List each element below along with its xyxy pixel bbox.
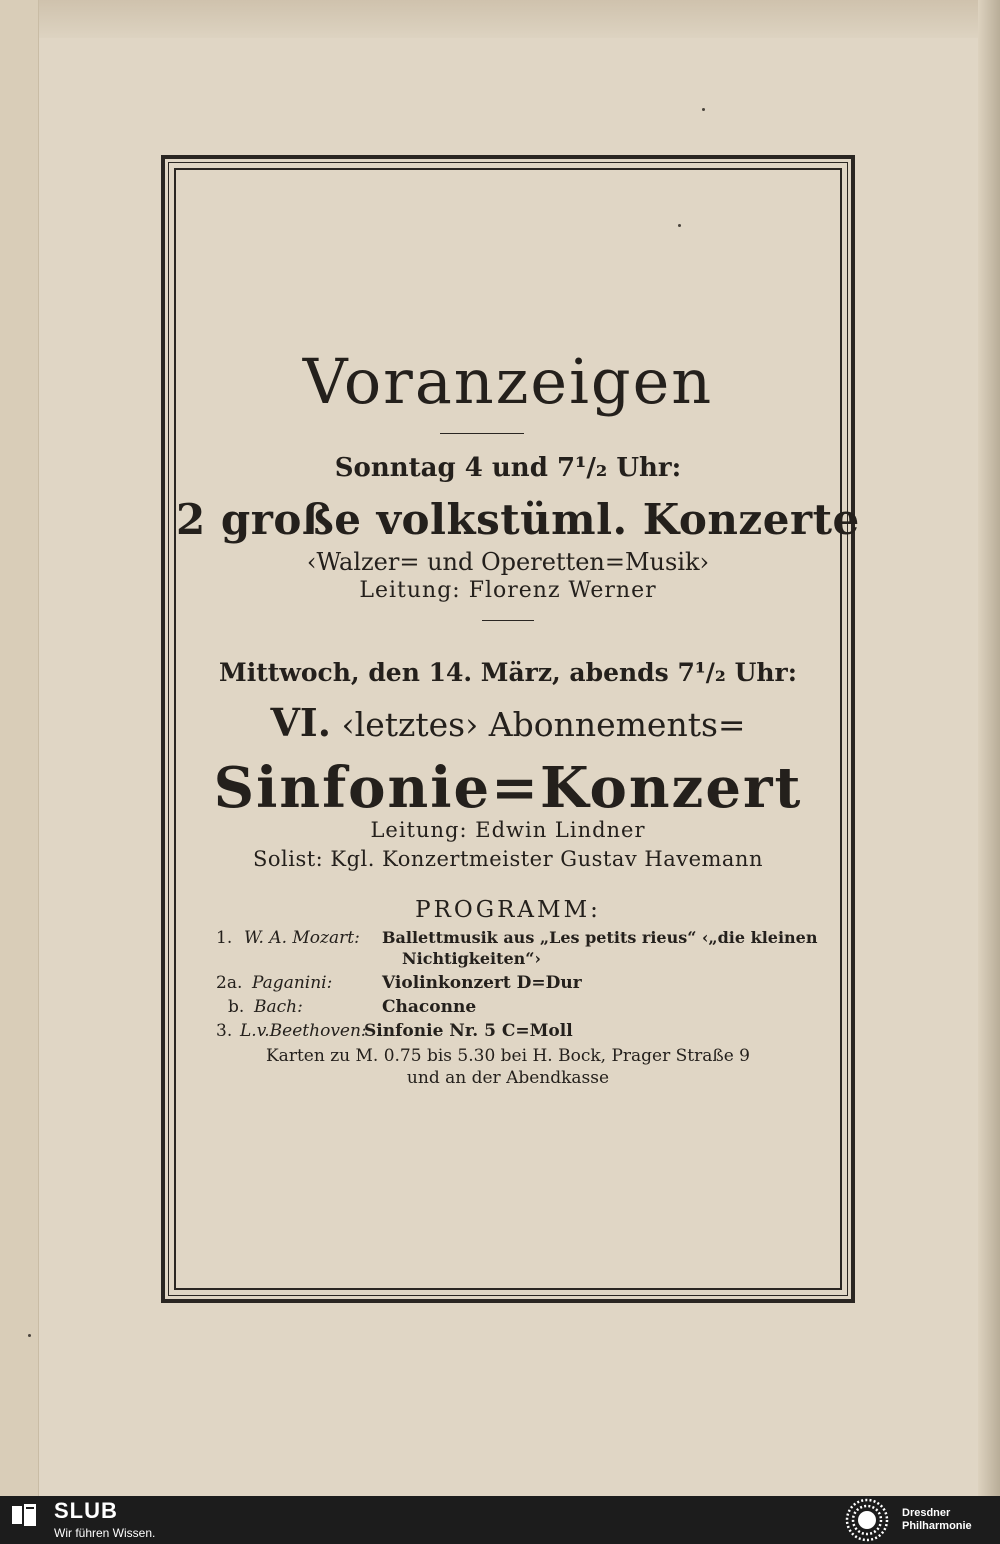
program-item-number: 1. [216, 928, 233, 948]
program-item-work: Violinkonzert D=Dur [382, 973, 582, 993]
paper-speck [28, 1334, 31, 1337]
program-item-composer: Paganini: [252, 973, 333, 993]
program-item-composer: Bach: [254, 997, 303, 1017]
event2-series [176, 700, 840, 745]
partner-name-line2: Philharmonie [902, 1520, 972, 1532]
event2-conductor: Leitung: Edwin Lindner [370, 818, 646, 842]
program-item-composer: L.v.Beethoven: [240, 1021, 367, 1041]
event2-time: Mittwoch, den 14. März, abends 7¹/₂ Uhr: [219, 658, 797, 687]
program-item-number: b. [228, 997, 245, 1017]
viewer-footer [0, 1496, 1000, 1544]
slub-logo-icon[interactable] [12, 1504, 38, 1526]
event1-headline: 2 große volkstüml. Konzerte [176, 495, 860, 544]
page-left-edge [0, 0, 39, 1496]
library-tagline: Wir führen Wissen. [54, 1526, 156, 1540]
paper-speck [702, 108, 705, 111]
event2-soloist: Solist: Kgl. Konzertmeister Gustav Havemann [253, 847, 763, 871]
event2-headline: Sinfonie=Konzert [213, 755, 803, 821]
divider [440, 433, 524, 434]
program-item-composer: W. A. Mozart: [244, 928, 360, 948]
program-heading: PROGRAMM: [415, 897, 601, 923]
event2-series-label: ‹letztes› Abonnements= [341, 705, 746, 744]
page-right-edge [978, 0, 1000, 1496]
ticket-info: Karten zu M. 0.75 bis 5.30 bei H. Bock, Prager Straße 9 [265, 1046, 750, 1066]
partner-name-line1: Dresdner [902, 1507, 951, 1519]
event1-conductor: Leitung: Florenz Werner [359, 578, 657, 603]
program-item-number: 2a. [216, 973, 243, 993]
box-office-info: und an der Abendkasse [406, 1068, 610, 1088]
program-item-work-continued: Nichtigkeiten“› [402, 949, 541, 968]
page-title: Voranzeigen [302, 345, 714, 418]
program-item-work: Chaconne [382, 997, 477, 1017]
event1-time: Sonntag 4 und 7¹/₂ Uhr: [334, 453, 682, 483]
library-name[interactable]: SLUB [54, 1498, 118, 1523]
program-item-work: Sinfonie Nr. 5 C=Moll [364, 1021, 573, 1041]
event1-subtitle: ‹Walzer= und Operetten=Musik› [306, 548, 710, 576]
divider [482, 620, 534, 621]
partner-name[interactable] [902, 1507, 998, 1533]
program-item-number: 3. [216, 1021, 233, 1041]
announcement-content [176, 170, 860, 1288]
program-item-work: Ballettmusik aus „Les petits rieus“ ‹„die kleinen [382, 928, 818, 947]
event2-numeral: VI. [270, 700, 331, 745]
page-top-edge [0, 0, 1000, 38]
philharmonie-logo-icon[interactable] [843, 1497, 891, 1543]
